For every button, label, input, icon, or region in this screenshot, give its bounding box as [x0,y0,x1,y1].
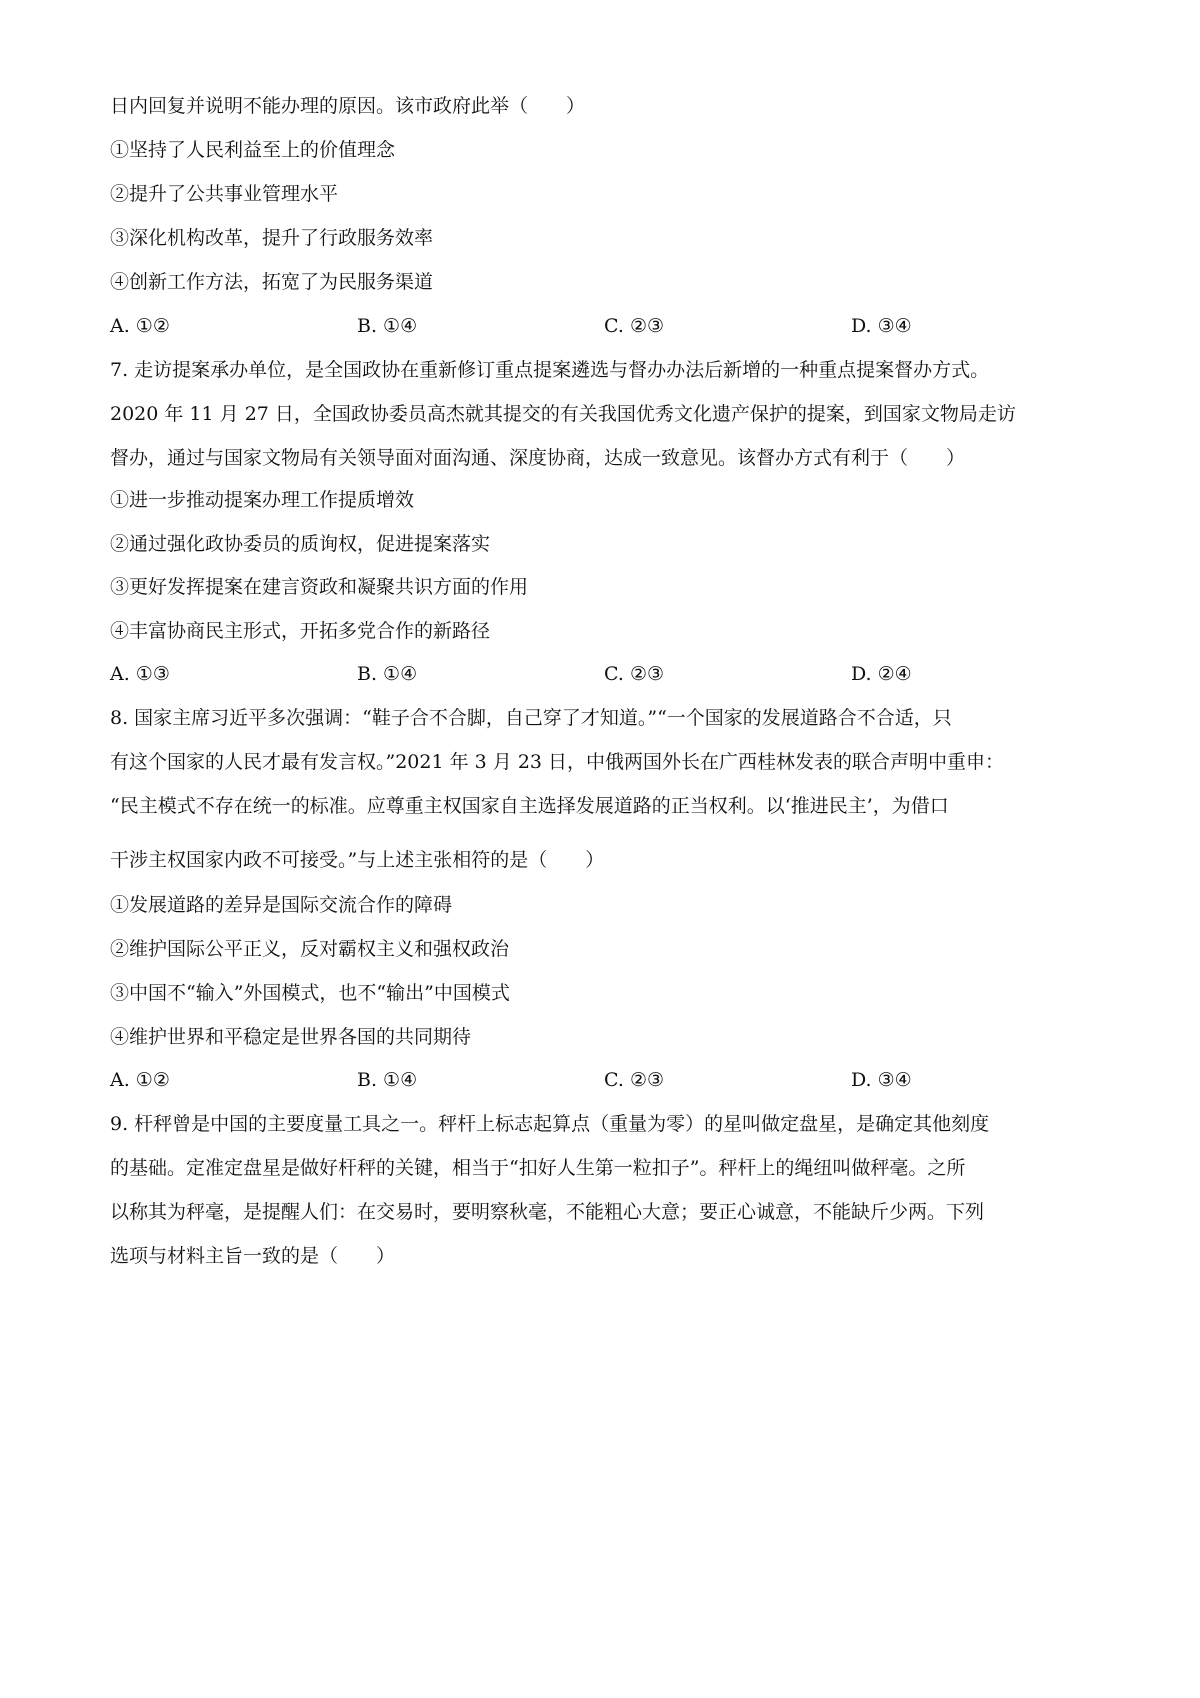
q8-option-b: B. ①④ [357,1069,418,1091]
q9-stem-line-4: 选项与材料主旨一致的是（ ） [110,1245,396,1267]
q7-stem-line-2: 2020 年 11 月 27 日，全国政协委员高杰就其提交的有关我国优秀文化遗产保护的提案，到国家文物局走访 [110,403,1016,425]
q8-option-d: D. ③④ [851,1069,912,1091]
q8-stem-line-3: “民主模式不存在统一的标准。应尊重主权国家自主选择发展道路的正当权利。以‘推进民主’，为借口 [110,795,949,817]
q8-statement-2: ②维护国际公平正义，反对霸权主义和强权政治 [110,938,510,960]
q8-option-c: C. ②③ [604,1069,665,1091]
q8-stem-line-4: 干涉主权国家内政不可接受。”与上述主张相符的是（ ） [110,849,605,871]
q6-option-a: A. ①② [110,315,170,337]
q6-stem-tail: 日内回复并说明不能办理的原因。该市政府此举（ ） [110,95,586,117]
q6-statement-3: ③深化机构改革，提升了行政服务效率 [110,227,434,249]
q7-statement-4: ④丰富协商民主形式，开拓多党合作的新路径 [110,620,491,642]
q8-statement-3: ③中国不“输入”外国模式，也不“输出”中国模式 [110,982,510,1004]
q8-option-a: A. ①② [110,1069,170,1091]
q8-stem-line-1: 8. 国家主席习近平多次强调：“鞋子合不合脚，自己穿了才知道。”“一个国家的发展道路合不合适，只 [110,707,952,729]
q7-statement-1: ①进一步推动提案办理工作提质增效 [110,489,415,511]
q6-statement-1: ①坚持了人民利益至上的价值理念 [110,139,396,161]
q8-statement-1: ①发展道路的差异是国际交流合作的障碍 [110,894,453,916]
q9-stem-line-3: 以称其为秤毫，是提醒人们：在交易时，要明察秋毫，不能粗心大意；要正心诚意，不能缺斤少两。下列 [110,1201,985,1223]
q7-option-b: B. ①④ [357,663,418,685]
q7-stem-line-1: 7. 走访提案承办单位，是全国政协在重新修订重点提案遴选与督办办法后新增的一种重点提案督办方式。 [110,359,990,381]
q7-option-a: A. ①③ [110,663,170,685]
q6-statement-2: ②提升了公共事业管理水平 [110,183,339,205]
q6-statement-4: ④创新工作方法，拓宽了为民服务渠道 [110,271,434,293]
q9-stem-line-1: 9. 杆秤曾是中国的主要度量工具之一。秤杆上标志起算点（重量为零）的星叫做定盘星，是确定其他刻度 [110,1113,990,1135]
q9-stem-line-2: 的基础。定准定盘星是做好杆秤的关键，相当于“扣好人生第一粒扣子”。秤杆上的绳纽叫做秤毫。之所 [110,1157,966,1179]
q7-stem-line-3: 督办，通过与国家文物局有关领导面对面沟通、深度协商，达成一致意见。该督办方式有利于（ ） [110,447,966,469]
q7-statement-2: ②通过强化政协委员的质询权，促进提案落实 [110,533,491,555]
q7-option-d: D. ②④ [851,663,912,685]
q7-option-c: C. ②③ [604,663,665,685]
q6-option-d: D. ③④ [851,315,912,337]
q8-statement-4: ④维护世界和平稳定是世界各国的共同期待 [110,1026,472,1048]
q6-option-b: B. ①④ [357,315,418,337]
q7-statement-3: ③更好发挥提案在建言资政和凝聚共识方面的作用 [110,576,529,598]
q8-stem-line-2: 有这个国家的人民才最有发言权。”2021 年 3 月 23 日，中俄两国外长在广西桂林发表的联合声明中重申： [110,751,1005,773]
q6-option-c: C. ②③ [604,315,665,337]
